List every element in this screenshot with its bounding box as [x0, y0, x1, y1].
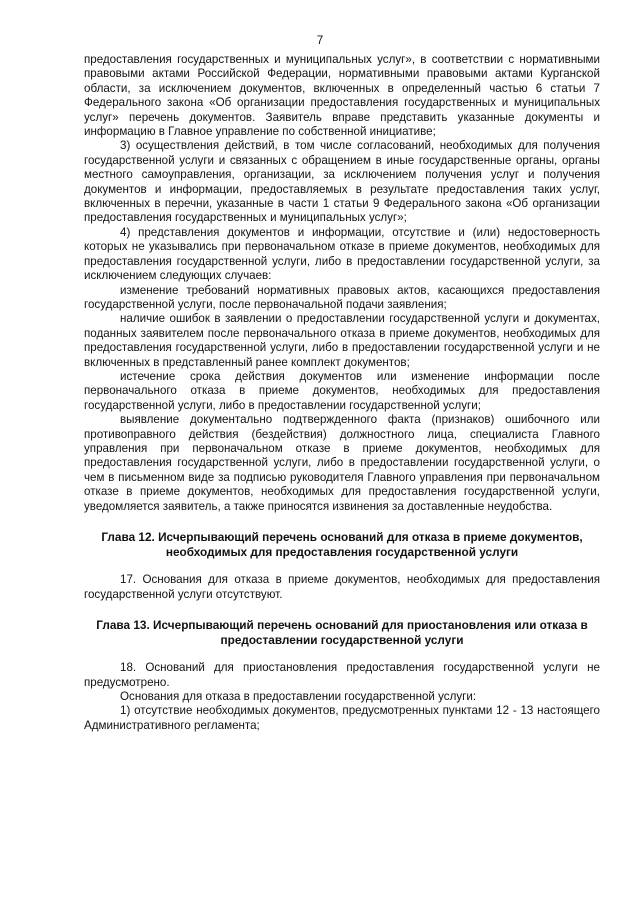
paragraph-refusal-grounds: Основания для отказа в предоставлении государственной услуги:: [120, 690, 477, 703]
document-body: [84, 53, 600, 733]
paragraph-17: 17. Основания для отказа в приеме документов, необходимых для предоставления государственной услуги отсутствуют.: [84, 573, 600, 601]
paragraph-case-requirements-change: изменение требований нормативных правовых актов, касающихся предоставления государственной услуги, после первоначальной подачи заявления;: [84, 283, 600, 311]
paragraph-case-errors: наличие ошибок в заявлении о предоставлении государственной услуги и документах, поданных заявителем после первоначального отказа в приеме документов, необходимых для предоставления государственной услуги, либо в предоставлении государственной услуги и не включенных в представленный ранее комплект документов;: [84, 312, 600, 369]
page-number: 7: [316, 34, 324, 47]
paragraph-refusal-ground-1: 1) отсутствие необходимых документов, предусмотренных пунктами 12 - 13 настоящего Административного регламента;: [84, 704, 600, 732]
paragraph-case-wrongful-action: выявление документально подтвержденного факта (признаков) ошибочного или противоправного действия (бездействия) должностного лица, специалиста Главного управления при первоначальном отказе в приеме документов, необходимых для предоставления государственной услуги, либо в предоставлении государственной услуги, о чем в письменном виде за подписью руководителя Главного управления при первоначальном отказе в приеме документов, необходимых для предоставления государственной услуги, уведомляется заявитель, а также приносятся извинения за доставленные неудобства.: [84, 413, 600, 513]
paragraph-continuation: предоставления государственных и муниципальных услуг», в соответствии с нормативными правовыми актами Российской Федерации, нормативными правовыми актами Курганской области, за исключением документов, включенных в определенный частью 6 статьи 7 Федерального закона «Об организации предоставления государственных и муниципальных услуг» перечень документов. Заявитель вправе представить указанные документы и информацию в Главное управление по собственной инициативе;: [84, 53, 600, 139]
paragraph-item-3: 3) осуществления действий, в том числе согласований, необходимых для получения государственной услуги и связанных с обращением в иные государственные органы, органы местного самоуправления, организации, за исключением получения услуг и получения документов и информации, предоставляемых в результате предоставления таких услуг, включенных в перечни, указанные в части 1 статьи 9 Федерального закона «Об организации предоставления государственных и муниципальных услуг»;: [84, 139, 600, 225]
paragraph-case-expiry: истечение срока действия документов или изменение информации после первоначального отказа в приеме документов, необходимых для предоставления государственной услуги, либо в предоставлении государственной услуги;: [84, 369, 600, 412]
chapter-12-heading: Глава 12. Исчерпывающий перечень оснований для отказа в приеме документов, необходимых для предоставления государственной услуги: [101, 530, 583, 559]
paragraph-18: 18. Оснований для приостановления предоставления государственной услуги не предусмотрено.: [84, 661, 600, 689]
paragraph-item-4: 4) представления документов и информации, отсутствие и (или) недостоверность которых не указывались при первоначальном отказе в приеме документов, необходимых для предоставления государственной услуги, либо в предоставлении государственной услуги, за исключением следующих случаев:: [84, 225, 600, 283]
chapter-13-heading: Глава 13. Исчерпывающий перечень оснований для приостановления или отказа в предоставлении государственной услуги: [96, 618, 588, 647]
